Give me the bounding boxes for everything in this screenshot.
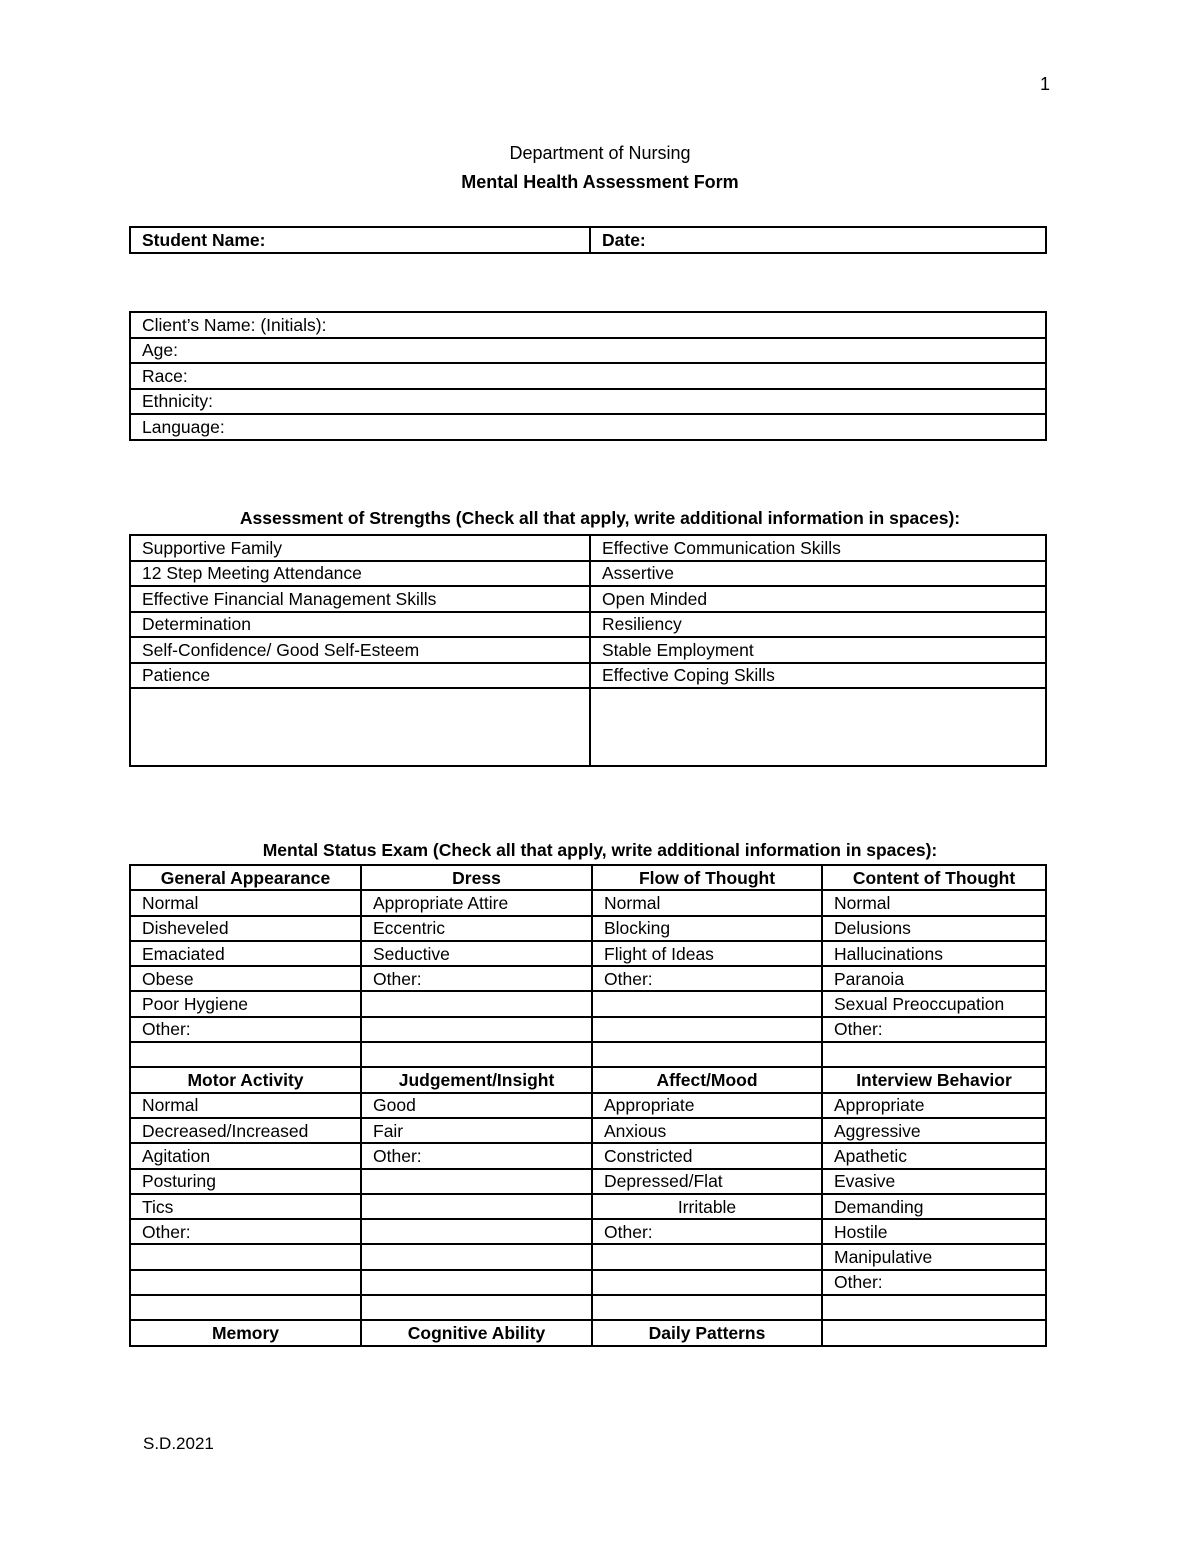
- mse-blank-cell[interactable]: [130, 1244, 361, 1269]
- mse-blank-cell[interactable]: [361, 1042, 592, 1067]
- mse-blank-cell[interactable]: [361, 1244, 592, 1269]
- mse-blank-cell[interactable]: [592, 1017, 822, 1042]
- mse-blank-cell[interactable]: [361, 991, 592, 1016]
- strength-option[interactable]: Resiliency: [590, 612, 1046, 638]
- form-title: Mental Health Assessment Form: [461, 172, 739, 192]
- mse-option[interactable]: Hallucinations: [822, 941, 1046, 966]
- mse-option[interactable]: Manipulative: [822, 1244, 1046, 1269]
- mse-blank-cell[interactable]: [822, 1295, 1046, 1320]
- mse-column-header: Cognitive Ability: [361, 1320, 592, 1345]
- mse-option[interactable]: Poor Hygiene: [130, 991, 361, 1016]
- mse-blank-cell[interactable]: [130, 1042, 361, 1067]
- strengths-notes-left[interactable]: [130, 688, 590, 766]
- mse-row: [130, 1244, 1046, 1269]
- mse-column-header: Dress: [361, 865, 592, 890]
- mse-column-header: General Appearance: [130, 865, 361, 890]
- mse-column-header: Affect/Mood: [592, 1067, 822, 1092]
- strength-option[interactable]: Effective Coping Skills: [590, 663, 1046, 689]
- mse-header-row: [130, 865, 1046, 890]
- mse-blank-cell[interactable]: [361, 1219, 592, 1244]
- mse-row: [130, 941, 1046, 966]
- mse-option[interactable]: Appropriate: [592, 1093, 822, 1118]
- mse-blank-cell[interactable]: [361, 1017, 592, 1042]
- mse-column-header: Motor Activity: [130, 1067, 361, 1092]
- client-initials-field[interactable]: Client’s Name: (Initials):: [130, 312, 1046, 338]
- client-info-table: [129, 311, 1047, 441]
- mse-option[interactable]: Constricted: [592, 1143, 822, 1168]
- mse-option[interactable]: Delusions: [822, 916, 1046, 941]
- mse-option[interactable]: Other:: [130, 1017, 361, 1042]
- strength-option[interactable]: Self-Confidence/ Good Self-Esteem: [130, 637, 590, 663]
- mse-column-header: Memory: [130, 1320, 361, 1345]
- mse-column-header: Daily Patterns: [592, 1320, 822, 1345]
- mse-option[interactable]: Paranoia: [822, 966, 1046, 991]
- strength-option[interactable]: 12 Step Meeting Attendance: [130, 561, 590, 587]
- mse-heading: Mental Status Exam (Check all that apply, write additional information in spaces):: [262, 840, 938, 860]
- strength-option[interactable]: Effective Financial Management Skills: [130, 586, 590, 612]
- mse-blank-cell[interactable]: [592, 991, 822, 1016]
- strength-option[interactable]: Effective Communication Skills: [590, 535, 1046, 561]
- mse-row: [130, 1017, 1046, 1042]
- strength-option[interactable]: Stable Employment: [590, 637, 1046, 663]
- mse-row: [130, 1143, 1046, 1168]
- mse-option[interactable]: Eccentric: [361, 916, 592, 941]
- mse-option[interactable]: Posturing: [130, 1169, 361, 1194]
- mse-blank-cell[interactable]: [130, 1295, 361, 1320]
- date-field[interactable]: Date:: [590, 227, 1046, 253]
- mse-option[interactable]: Other:: [361, 1143, 592, 1168]
- strength-option[interactable]: Supportive Family: [130, 535, 590, 561]
- mse-option[interactable]: Other:: [822, 1270, 1046, 1295]
- department-name: Department of Nursing: [509, 143, 691, 163]
- mse-option[interactable]: Other:: [130, 1219, 361, 1244]
- mse-blank-cell[interactable]: [130, 1270, 361, 1295]
- mse-option[interactable]: Flight of Ideas: [592, 941, 822, 966]
- mse-column-header: Flow of Thought: [592, 865, 822, 890]
- mse-blank-cell[interactable]: [361, 1169, 592, 1194]
- strength-option[interactable]: Open Minded: [590, 586, 1046, 612]
- mse-row: [130, 890, 1046, 915]
- mse-option[interactable]: Sexual Preoccupation: [822, 991, 1046, 1016]
- page-number: 1: [1040, 74, 1051, 94]
- mse-blank-cell[interactable]: [592, 1244, 822, 1269]
- mse-option[interactable]: Other:: [592, 966, 822, 991]
- mse-option[interactable]: Other:: [361, 966, 592, 991]
- mse-option[interactable]: Appropriate Attire: [361, 890, 592, 915]
- client-race-field[interactable]: Race:: [130, 363, 1046, 389]
- mse-option[interactable]: Aggressive: [822, 1118, 1046, 1143]
- mse-option[interactable]: Depressed/Flat: [592, 1169, 822, 1194]
- strengths-notes-right[interactable]: [590, 688, 1046, 766]
- mse-blank-cell[interactable]: [361, 1194, 592, 1219]
- client-age-field[interactable]: Age:: [130, 338, 1046, 364]
- student-info-table: [129, 226, 1047, 254]
- mse-option[interactable]: Emaciated: [130, 941, 361, 966]
- mse-row: [130, 1169, 1046, 1194]
- mse-blank-cell[interactable]: [592, 1270, 822, 1295]
- strength-option[interactable]: Determination: [130, 612, 590, 638]
- student-name-field[interactable]: Student Name:: [130, 227, 590, 253]
- mse-blank-cell[interactable]: [361, 1295, 592, 1320]
- mse-header-row: [130, 1320, 1046, 1345]
- mse-blank-cell[interactable]: [592, 1295, 822, 1320]
- mse-option[interactable]: Appropriate: [822, 1093, 1046, 1118]
- mse-row: [130, 991, 1046, 1016]
- mse-option[interactable]: Good: [361, 1093, 592, 1118]
- mse-column-header: Interview Behavior: [822, 1067, 1046, 1092]
- mse-option[interactable]: Anxious: [592, 1118, 822, 1143]
- mse-row: [130, 966, 1046, 991]
- mse-row: [130, 1042, 1046, 1067]
- mse-option[interactable]: Agitation: [130, 1143, 361, 1168]
- mse-column-header: Content of Thought: [822, 865, 1046, 890]
- mse-row: [130, 1194, 1046, 1219]
- mse-option[interactable]: Obese: [130, 966, 361, 991]
- mse-option[interactable]: Hostile: [822, 1219, 1046, 1244]
- mse-option[interactable]: Normal: [822, 890, 1046, 915]
- mse-column-header: Judgement/Insight: [361, 1067, 592, 1092]
- mse-row: [130, 916, 1046, 941]
- mse-column-header: [822, 1320, 1046, 1345]
- mse-blank-cell[interactable]: [822, 1042, 1046, 1067]
- mse-option[interactable]: Irritable: [592, 1194, 822, 1219]
- mse-header-row: [130, 1067, 1046, 1092]
- mse-row: [130, 1093, 1046, 1118]
- mse-option[interactable]: Tics: [130, 1194, 361, 1219]
- client-ethnicity-field[interactable]: Ethnicity:: [130, 389, 1046, 415]
- mse-option[interactable]: Other:: [822, 1017, 1046, 1042]
- mse-option[interactable]: Disheveled: [130, 916, 361, 941]
- footer-note: S.D.2021: [143, 1434, 214, 1453]
- mse-option[interactable]: Normal: [130, 890, 361, 915]
- strength-option[interactable]: Patience: [130, 663, 590, 689]
- mse-option[interactable]: Blocking: [592, 916, 822, 941]
- mse-option[interactable]: Normal: [592, 890, 822, 915]
- mental-status-exam-table: [129, 864, 1047, 1347]
- mse-row: [130, 1295, 1046, 1320]
- mse-blank-cell[interactable]: [592, 1042, 822, 1067]
- strengths-table: [129, 534, 1047, 767]
- mse-option[interactable]: Seductive: [361, 941, 592, 966]
- strengths-heading: Assessment of Strengths (Check all that apply, write additional information in spaces):: [239, 508, 961, 528]
- mse-row: [130, 1270, 1046, 1295]
- mse-option[interactable]: Normal: [130, 1093, 361, 1118]
- client-language-field[interactable]: Language:: [130, 414, 1046, 440]
- mse-option[interactable]: Evasive: [822, 1169, 1046, 1194]
- mse-row: [130, 1219, 1046, 1244]
- mse-blank-cell[interactable]: [361, 1270, 592, 1295]
- mse-option[interactable]: Decreased/Increased: [130, 1118, 361, 1143]
- mse-option[interactable]: Other:: [592, 1219, 822, 1244]
- mse-row: [130, 1118, 1046, 1143]
- mse-option[interactable]: Demanding: [822, 1194, 1046, 1219]
- mse-option[interactable]: Fair: [361, 1118, 592, 1143]
- mse-option[interactable]: Apathetic: [822, 1143, 1046, 1168]
- strength-option[interactable]: Assertive: [590, 561, 1046, 587]
